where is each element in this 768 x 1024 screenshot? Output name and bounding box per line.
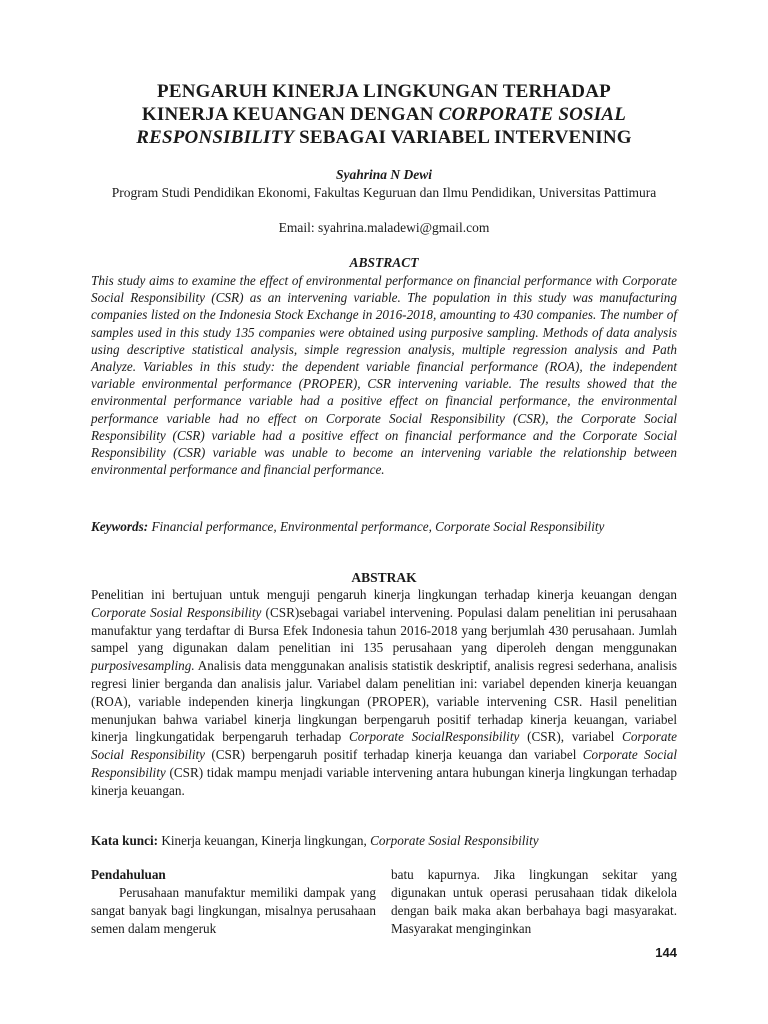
body-paragraph-right: batu kapurnya. Jika lingkungan sekitar yang digunakan untuk operasi perusahaan tidak dikelola dengan baik maka akan berbahaya bagi masyarakat. Masyarakat menginginkan bbox=[391, 867, 677, 936]
abstrak-heading: ABSTRAK bbox=[351, 570, 417, 585]
kata-kunci: Kata kunci: Kinerja keuangan, Kinerja lingkungan, Corporate Sosial Responsibility bbox=[91, 833, 539, 848]
keywords-label: Keywords: bbox=[91, 519, 149, 534]
abstract-text: This study aims to examine the effect of environmental performance on financial performance with Corporate Social Responsibility (CSR) as an intervening variable. The population in this study was manufacturing companies listed on the Indonesia Stock Exchange in 2016-2018, amounting to 430 companies. The number of samples used in this study 135 companies were obtained using purposive sampling. Methods of data analysis using descriptive statistical analysis, simple regression analysis, multiple regression analysis and Path Analyze. Variables in this study: the dependent variable financial performance (ROA), the independent variable environmental performance (PROPER), CSR intervening variable. The results showed that the environmental performance variable had a positive effect on financial performance, the environmental performance variable had no effect on Corporate Social Responsibility (CSR), the Corporate Social Responsibility (CSR) variable had a positive effect on financial performance and the Corporate Social Responsibility (CSR) variable was unable to become an intervening variable the relationship between environmental performance and financial performance. bbox=[91, 273, 677, 478]
body-paragraph-left: Perusahaan manufaktur memiliki dampak yang sangat banyak bagi lingkungan, misalnya perusahaan semen dalam mengeruk bbox=[91, 885, 376, 936]
keywords-text: Financial performance, Environmental performance, Corporate Social Responsibility bbox=[148, 519, 605, 534]
page-number: 144 bbox=[655, 945, 677, 960]
section-heading-pendahuluan: Pendahuluan bbox=[91, 867, 166, 882]
author-name: Syahrina N Dewi bbox=[335, 167, 433, 182]
title-line-2: KINERJA KEUANGAN DENGAN CORPORATE SOSIAL bbox=[141, 104, 627, 125]
title-line-1: PENGARUH KINERJA LINGKUNGAN TERHADAP bbox=[157, 81, 611, 102]
abstract-heading: ABSTRACT bbox=[349, 255, 419, 270]
paper-title bbox=[60, 80, 708, 149]
keywords bbox=[91, 518, 677, 535]
author-affiliation: Program Studi Pendidikan Ekonomi, Fakultas Keguruan dan Ilmu Pendidikan, Universitas Pattimura bbox=[111, 185, 657, 200]
body-column-left bbox=[91, 866, 376, 938]
abstrak-text: Penelitian ini bertujuan untuk menguji pengaruh kinerja lingkungan terhadap kinerja keuangan dengan Corporate Sosial Responsibility (CSR)sebagai variabel intervening. Populasi dalam penelitian ini perusahaan manufaktur yang terdaftar di Bursa Efek Indonesia tahun 2016-2018 yang berjumlah 430 perusahaan. Jumlah sampel yang digunakan dalam penelitian ini 135 perusahaan yang diperoleh dengan menggunakan purposivesampling. Analisis data menggunakan analisis statistik deskriptif, analisis regresi sederhana, analisis regresi linier berganda dan analisis jalur. Variabel dalam penelitian ini: variabel dependen kinerja keuangan (ROA), variable independen kinerja lingkungan (PROPER), variable intervening CSR. Hasil penelitian menunjukan bahwa variabel kinerja lingkungan berpengaruh positif terhadap kinerja keuangan, variabel kinerja lingkungatidak berpengaruh terhadap Corporate SocialResponsibility (CSR), variabel Corporate Social Responsibility (CSR) berpengaruh positif terhadap kinerja keuanga dan variabel Corporate Social Responsibility (CSR) tidak mampu menjadi variable intervening antara hubungan kinerja lingkungan terhadap kinerja keuangan. bbox=[91, 587, 677, 798]
author-email: Email: syahrina.maladewi@gmail.com bbox=[278, 220, 490, 235]
body-column-right bbox=[391, 866, 677, 938]
title-line-3: RESPONSIBILITY SEBAGAI VARIABEL INTERVENING bbox=[136, 127, 632, 148]
kata-kunci-label: Kata kunci: bbox=[91, 833, 159, 848]
